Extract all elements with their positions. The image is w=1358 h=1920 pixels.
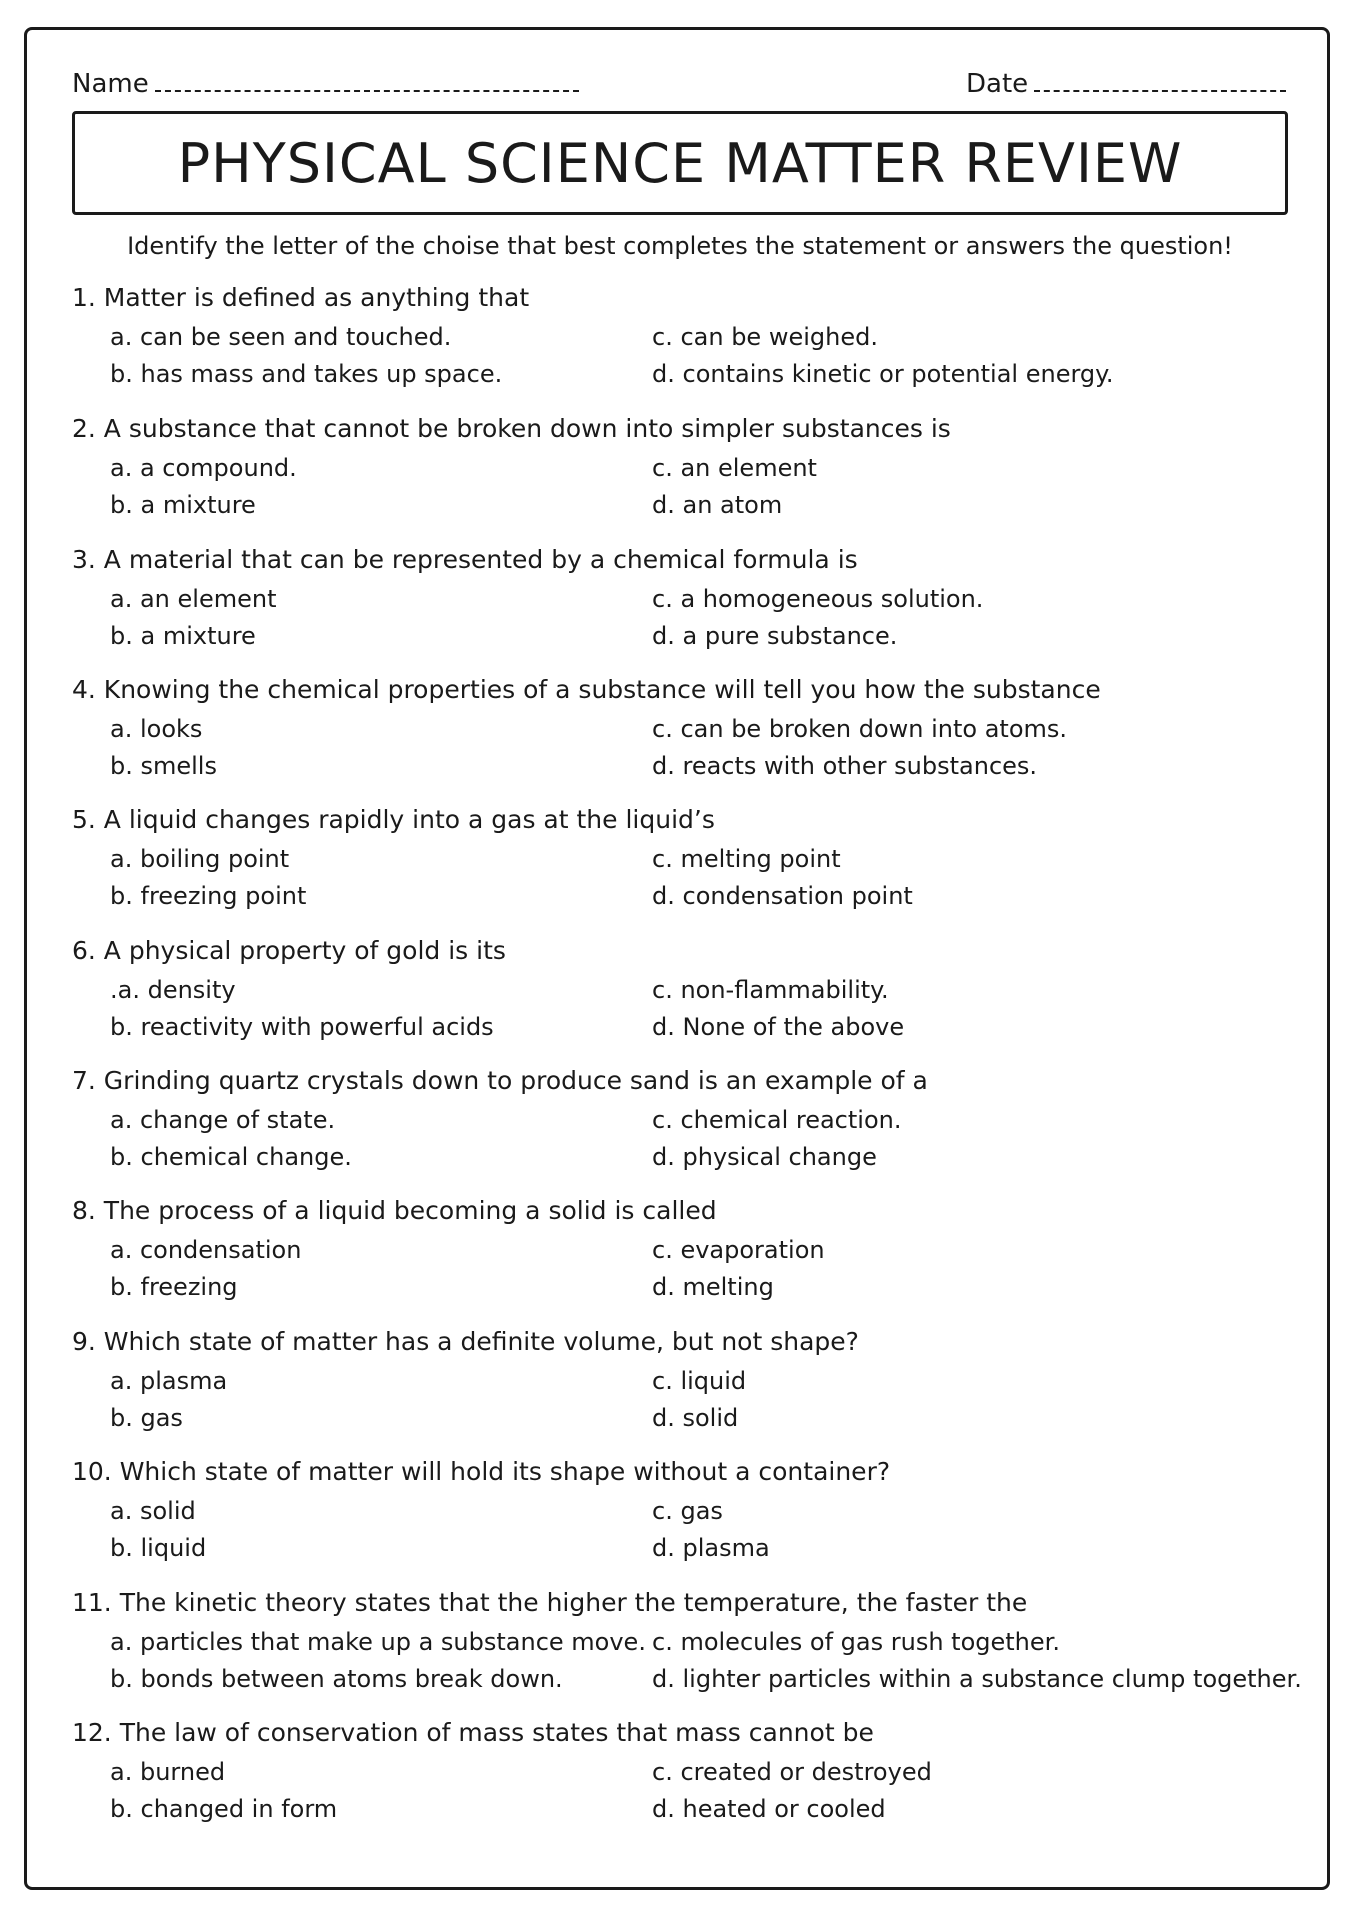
choice-a[interactable]: a. looks [110,715,203,743]
page-title: PHYSICAL SCIENCE MATTER REVIEW [177,131,1183,195]
question-stem: 6. A physical property of gold is its [72,936,506,965]
choice-c[interactable]: c. an element [652,454,817,482]
choice-b[interactable]: b. gas [110,1404,183,1432]
choice-a[interactable]: a. solid [110,1497,196,1525]
choice-c[interactable]: c. can be weighed. [652,323,878,351]
choice-d[interactable]: d. plasma [652,1534,770,1562]
choice-a[interactable]: a. an element [110,585,277,613]
question-stem: 3. A material that can be represented by a chemical formula is [72,545,858,574]
question-stem: 5. A liquid changes rapidly into a gas at the liquid’s [72,805,715,834]
choice-b[interactable]: b. changed in form [110,1795,338,1823]
choice-c[interactable]: c. created or destroyed [652,1758,932,1786]
choice-d[interactable]: d. physical change [652,1143,877,1171]
date-field[interactable] [966,66,1286,102]
choice-d[interactable]: d. None of the above [652,1013,905,1041]
choice-c[interactable]: c. liquid [652,1367,747,1395]
choice-b[interactable]: b. reactivity with powerful acids [110,1013,494,1041]
question-stem: 8. The process of a liquid becoming a solid is called [72,1196,717,1225]
name-blank-line[interactable] [155,66,579,92]
choice-d[interactable]: d. an atom [652,491,783,519]
choice-c[interactable]: c. non-flammability. [652,976,889,1004]
question-6 [72,933,1302,1053]
name-label: Name [72,69,149,99]
choice-b[interactable]: b. freezing point [110,882,307,910]
question-stem: 9. Which state of matter has a definite volume, but not shape? [72,1327,859,1356]
question-stem: 1. Matter is defined as anything that [72,283,530,312]
question-4 [72,672,1302,792]
choice-d[interactable]: d. lighter particles within a substance clump together. [652,1665,1302,1693]
choice-b[interactable]: b. has mass and takes up space. [110,360,503,388]
choice-c[interactable]: c. chemical reaction. [652,1106,902,1134]
choice-b[interactable]: b. a mixture [110,491,256,519]
choice-a[interactable]: a. boiling point [110,845,290,873]
choice-a[interactable]: a. burned [110,1758,226,1786]
question-1 [72,280,1302,400]
question-stem: 7. Grinding quartz crystals down to produce sand is an example of a [72,1066,928,1095]
choice-b[interactable]: b. liquid [110,1534,207,1562]
question-7 [72,1063,1302,1183]
date-label: Date [966,69,1029,99]
question-stem: 11. The kinetic theory states that the higher the temperature, the faster the [72,1588,1028,1617]
choice-b[interactable]: b. freezing [110,1273,238,1301]
question-8 [72,1193,1302,1313]
question-stem: 12. The law of conservation of mass states that mass cannot be [72,1718,874,1747]
question-2 [72,411,1302,531]
choice-d[interactable]: d. a pure substance. [652,622,898,650]
question-9 [72,1324,1302,1444]
choice-a[interactable]: a. a compound. [110,454,297,482]
choice-c[interactable]: c. evaporation [652,1236,825,1264]
question-11 [72,1585,1302,1705]
choice-c[interactable]: c. a homogeneous solution. [652,585,984,613]
question-3 [72,542,1302,662]
choice-d[interactable]: d. contains kinetic or potential energy. [652,360,1114,388]
choice-a[interactable]: a. condensation [110,1236,302,1264]
choice-d[interactable]: d. melting [652,1273,774,1301]
question-stem: 10. Which state of matter will hold its shape without a container? [72,1457,891,1486]
choice-a[interactable]: a. particles that make up a substance move. [110,1628,646,1656]
instructions: Identify the letter of the choise that best completes the statement or answers the question! [127,232,1233,260]
choice-a[interactable]: a. can be seen and touched. [110,323,452,351]
choice-a[interactable]: .a. density [110,976,236,1004]
name-field[interactable] [72,66,579,102]
choice-d[interactable]: d. reacts with other substances. [652,752,1038,780]
choice-c[interactable]: c. can be broken down into atoms. [652,715,1068,743]
choice-c[interactable]: c. molecules of gas rush together. [652,1628,1060,1656]
question-stem: 2. A substance that cannot be broken down into simpler substances is [72,414,951,443]
choice-c[interactable]: c. gas [652,1497,723,1525]
choice-c[interactable]: c. melting point [652,845,841,873]
title-box [72,111,1288,215]
choice-b[interactable]: b. chemical change. [110,1143,352,1171]
choice-d[interactable]: d. solid [652,1404,739,1432]
question-12 [72,1715,1302,1835]
choice-b[interactable]: b. bonds between atoms break down. [110,1665,563,1693]
question-stem: 4. Knowing the chemical properties of a substance will tell you how the substance [72,675,1101,704]
choice-d[interactable]: d. condensation point [652,882,913,910]
choice-a[interactable]: a. change of state. [110,1106,336,1134]
choice-b[interactable]: b. smells [110,752,217,780]
question-10 [72,1454,1302,1574]
choice-b[interactable]: b. a mixture [110,622,256,650]
choice-a[interactable]: a. plasma [110,1367,228,1395]
question-5 [72,802,1302,922]
choice-d[interactable]: d. heated or cooled [652,1795,886,1823]
date-blank-line[interactable] [1034,66,1286,92]
